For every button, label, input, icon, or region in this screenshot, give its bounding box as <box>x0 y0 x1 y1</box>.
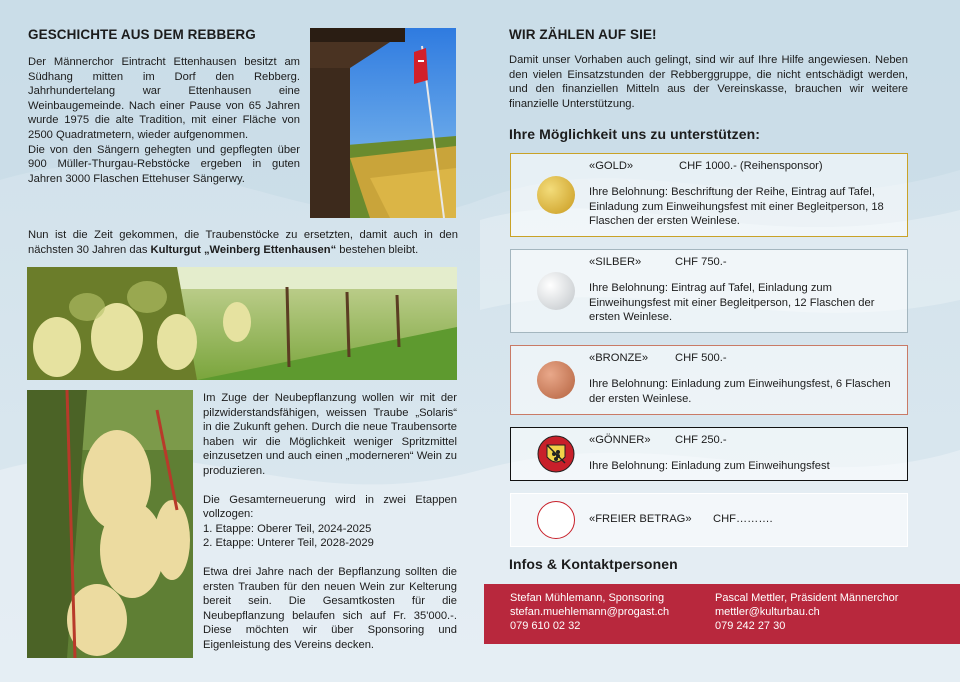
support-intro: Damit unser Vorhaben auch gelingt, sind wir auf Ihre Hilfe angewiesen. Neben den vielen Einsatzstunden der Rebberggruppe, die nicht entschädigt werden, und den finanziellen Mitteln aus der Vereinskasse, brauchen wir weitere finanzielle Unterstützung. <box>509 54 908 110</box>
tier-silver <box>510 249 908 333</box>
gold-coin-icon <box>537 176 575 214</box>
contact-2-phone[interactable]: 079 242 27 30 <box>715 619 786 632</box>
silver-coin-icon <box>537 272 575 310</box>
contact-1-email[interactable]: stefan.muehlemann@progast.ch <box>510 605 670 618</box>
history-heading: GESCHICHTE AUS DEM REBBERG <box>28 27 256 42</box>
free-amount-circle-icon <box>537 501 575 539</box>
bronze-coin-icon <box>537 361 575 399</box>
tier-patron-name: «GÖNNER» <box>589 434 651 446</box>
history-paragraph-2: Die von den Sängern gehegten und gepflegten über 900 Müller-Thurgau-Rebstöcke ergeben in guten Jahren 3000 Flaschen Ettehuser Sängerwy. <box>28 143 300 185</box>
tier-bronze <box>510 345 908 415</box>
support-subheading: Ihre Möglichkeit uns zu unterstützen: <box>509 126 761 142</box>
history-paragraph-1: Der Männerchor Eintracht Ettenhausen besitzt am Südhang mitten im Dorf den Rebberg. Jahrhundertelang war Ettenhausen eine Weinbaugemeinde. Nach einer Pause von 65 Jahren wurde 1975 die alte Tradition, mit einer Fläche von 2500 Quadratmetern, wieder aufgenommen. <box>28 56 300 141</box>
tier-silver-name: «SILBER» <box>589 256 642 268</box>
contact-2 <box>715 592 898 633</box>
contact-1 <box>510 592 669 633</box>
history-paragraph-5: Die Gesamterneuerung wird in zwei Etappen vollzogen: <box>203 493 457 521</box>
tier-free-name: «FREIER BETRAG» <box>589 513 692 525</box>
tier-free-amount: CHF………. <box>713 513 773 525</box>
contacts-heading: Infos & Kontaktpersonen <box>509 556 678 572</box>
vineyard-flag-photo <box>310 28 456 218</box>
contact-2-email[interactable]: mettler@kulturbau.ch <box>715 605 820 618</box>
vineyard-grapes-photo <box>27 267 457 380</box>
patron-emblem-icon <box>537 435 575 473</box>
tier-bronze-name: «BRONZE» <box>589 352 649 364</box>
solaris-grapes-photo <box>27 390 193 658</box>
stage-1: 1. Etappe: Oberer Teil, 2024-2025 <box>203 522 372 535</box>
tier-silver-amount: CHF 750.- <box>675 256 727 268</box>
contacts-footer <box>484 584 960 644</box>
history-paragraph-4: Im Zuge der Neubepflanzung wollen wir mit der pilzwiderstandsfähigen, weissen Traube „Solaris“ in die Zukunft gehen. Durch die neue Traubensorte haben wir die Möglichkeit weniger Spritzmittel einzusetzen und auch einen „moderneren“ Wein zu produzieren. <box>203 392 457 477</box>
tier-gold-name: «GOLD» <box>589 160 634 172</box>
contact-1-phone[interactable]: 079 610 02 32 <box>510 619 581 632</box>
stage-2: 2. Etappe: Unterer Teil, 2028-2029 <box>203 537 374 550</box>
tier-gold-reward: Ihre Belohnung: Beschriftung der Reihe, Eintrag auf Tafel, Einladung zum Einweihungsfest mit einer Begleitperson, 18 Flaschen der ersten Weinlese. <box>589 186 884 228</box>
tier-patron <box>510 427 908 481</box>
tier-bronze-reward: Ihre Belohnung: Einladung zum Einweihungsfest, 6 Flaschen der ersten Weinlese. <box>589 378 891 405</box>
tier-patron-reward: Ihre Belohnung: Einladung zum Einweihungsfest <box>589 460 830 472</box>
tier-bronze-amount: CHF 500.- <box>675 352 727 364</box>
contact-2-name: Pascal Mettler, Präsident Männerchor <box>715 592 899 604</box>
tier-patron-amount: CHF 250.- <box>675 434 727 446</box>
tier-gold-amount: CHF 1000.- (Reihensponsor) <box>679 160 823 172</box>
history-paragraph-6: Etwa drei Jahre nach der Bepflanzung sollten die ersten Trauben für den neuen Wein zur Kelterung bereit sein. Die Gesamtkosten für die Neubepflanzung belaufen sich auf Fr. 35'000.-. Diese möchten wir über Sponsoring und Eigenleistung des Vereins decken. <box>203 565 457 651</box>
tier-free-amount <box>510 493 908 547</box>
tier-silver-reward: Ihre Belohnung: Eintrag auf Tafel, Einladung zum Einweihungsfest mit einer Begleitperson, 12 Flaschen der ersten Weinlese. <box>589 282 875 324</box>
support-heading: WIR ZÄHLEN AUF SIE! <box>509 27 657 42</box>
contact-1-name: Stefan Mühlemann, Sponsoring <box>510 592 665 604</box>
tier-gold <box>510 153 908 237</box>
history-paragraph-3: Nun ist die Zeit gekommen, die Traubenstöcke zu ersetzten, damit auch in den nächsten 30 Jahren das Kulturgut „Weinberg Ettenhausen“ bestehen bleibt. <box>28 229 458 256</box>
